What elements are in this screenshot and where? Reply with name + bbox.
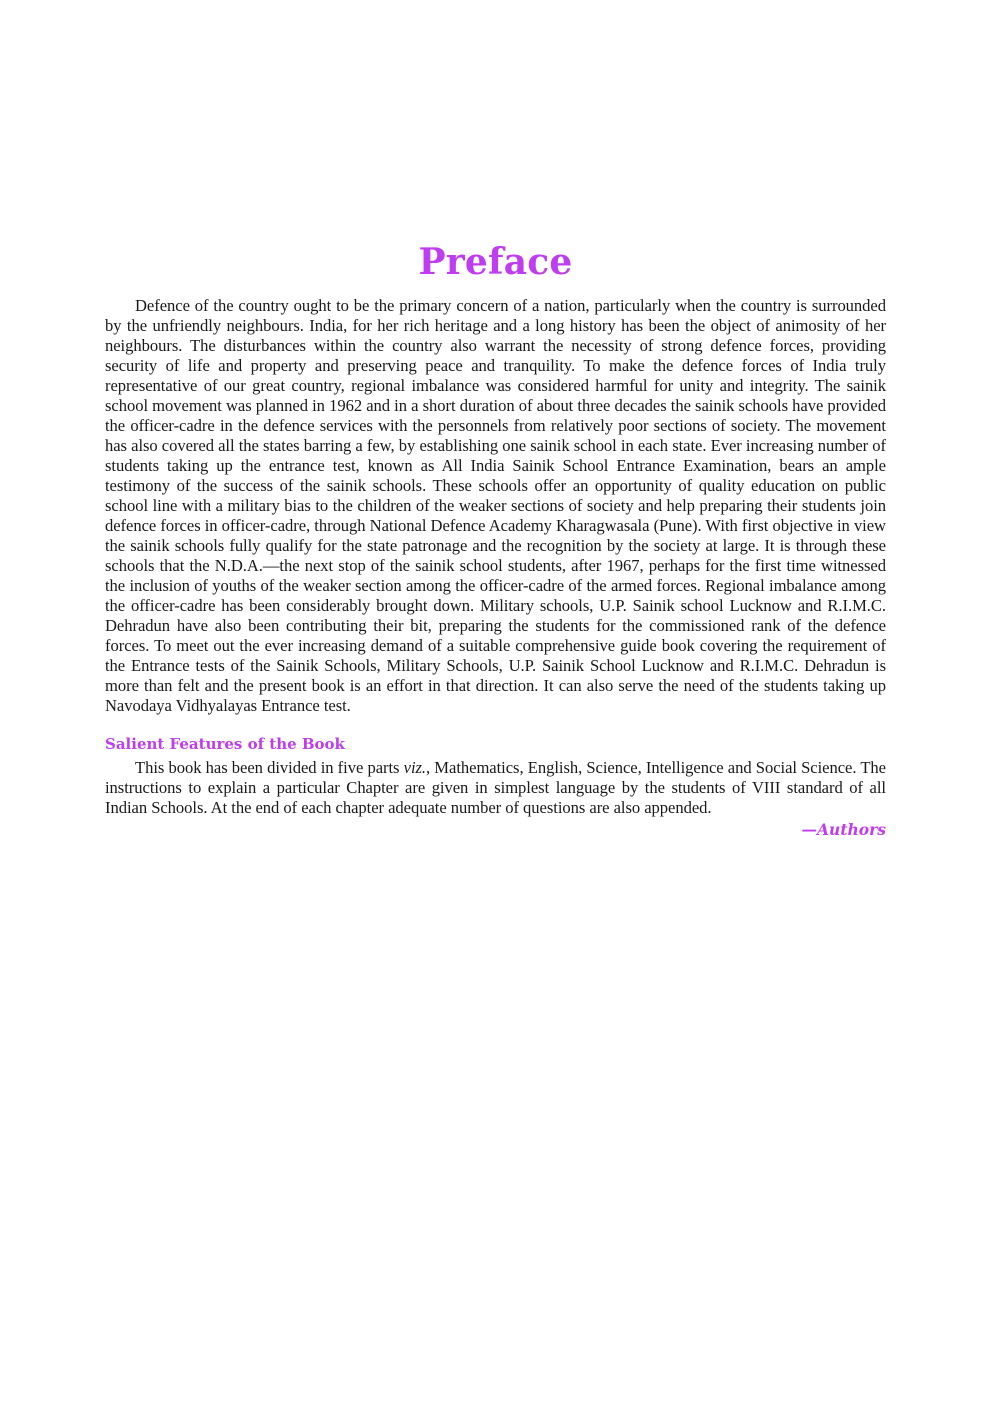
salient-features-text-end: , Mathematics, English, Science, Intelligence and Social Science. The instructions to explain a particular Chapter are given in simplest language by the students of VIII standard of all Indian Schools. At the end of each chapter adequate number of questions are also appended. xyxy=(105,758,886,817)
page-title: Preface xyxy=(418,241,573,283)
intro-paragraph: Defence of the country ought to be the primary concern of a nation, particularly when the country is surrounded by the unfriendly neighbours. India, for her rich heritage and a long history has been the object of animosity of her neighbours. The disturbances within the country also warrant the necessity of strong defence forces, providing security of life and property and preserving peace and tranquility. To make the defence forces of India truly representative of our great country, regional imbalance was considered harmful for unity and integrity. The sainik school movement was planned in 1962 and in a short duration of about three decades the sainik schools have provided the officer-cadre in the defence services with the personnels from relatively poor sections of society. The movement has also covered all the states barring a few, by establishing one sainik school in each state. Ever increasing number of students taking up the entrance test, known as All India Sainik School Entrance Examination, bears an ample testimony of the success of the sainik schools. These schools offer an opportunity of quality education on public school line with a military bias to the children of the weaker sections of society and help preparing their students join defence forces in officer-cadre, through National Defence Academy Kharagwasala (Pune). With first objective in view the sainik schools fully qualify for the state patronage and the recognition by the society at large. It is through these schools that the N.D.A.—the next stop of the sainik school students, after 1967, perhaps for the first time witnessed the inclusion of youths of the weaker section among the officer-cadre of the armed forces. Regional imbalance among the officer-cadre has been considerably brought down. Military schools, U.P. Sainik school Lucknow and R.I.M.C. Dehradun have also been contributing their bit, preparing the students for the commissioned rank of the defence forces. To meet out the ever increasing demand of a suitable comprehensive guide book covering the requirement of the Entrance tests of the Sainik Schools, Military Schools, U.P. Sainik School Lucknow and R.I.M.C. Dehradun is more than felt and the present book is an effort in that direction. It can also serve the need of the students taking up Navodaya Vidhyalayas Entrance test. xyxy=(105,296,886,715)
section-heading-salient-features: Salient Features of the Book xyxy=(105,735,345,753)
salient-features-text-start: This book has been divided in five parts xyxy=(135,758,404,777)
salient-features-viz: viz. xyxy=(403,758,427,777)
salient-features-paragraph xyxy=(105,758,886,818)
authors-signature: —Authors xyxy=(801,820,886,839)
preface-page xyxy=(105,240,886,840)
